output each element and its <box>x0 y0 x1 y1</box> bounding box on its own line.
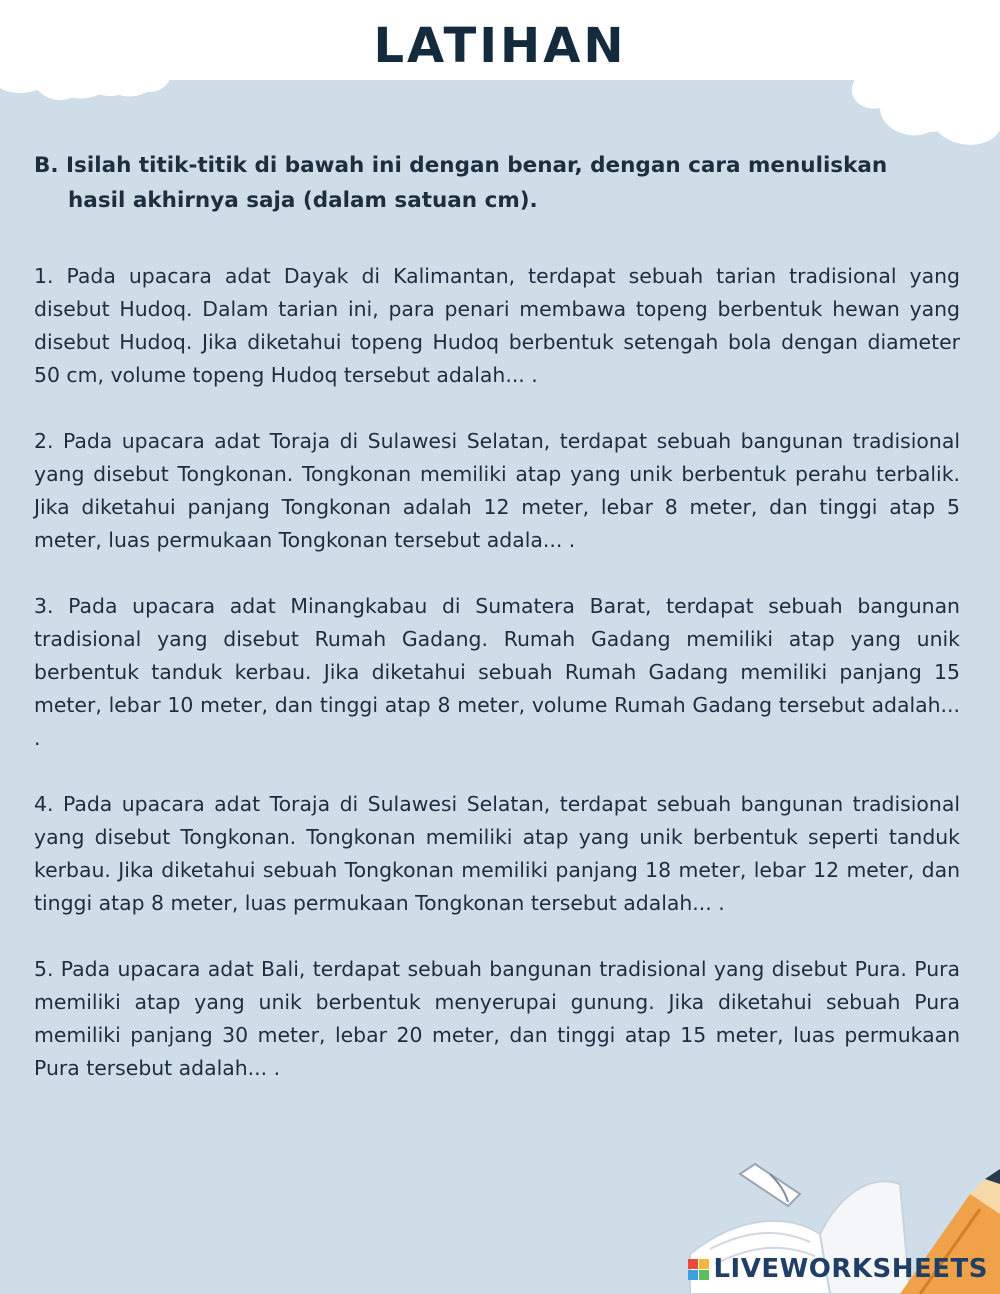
question-list <box>34 260 960 1118</box>
instruction-line-2: hasil akhirnya saja (dalam satuan cm). <box>68 188 538 213</box>
liveworksheets-watermark <box>688 1254 988 1284</box>
instruction <box>34 148 934 218</box>
question-2: 2. Pada upacara adat Toraja di Sulawesi Selatan, terdapat sebuah bangunan tradisional yang disebut Tongkonan. Tongkonan memiliki atap yang unik berbentuk perahu terbalik. Jika diketahui panjang Tongkonan adalah 12 meter, lebar 8 meter, dan tinggi atap 5 meter, luas permukaan Tongkonan tersebut adala... . <box>34 429 960 552</box>
question-4: 4. Pada upacara adat Toraja di Sulawesi Selatan, terdapat sebuah bangunan tradisional yang disebut Tongkonan. Tongkonan memiliki atap yang unik berbentuk seperti tanduk kerbau. Jika diketahui sebuah Tongkonan memiliki panjang 18 meter, lebar 12 meter, dan tinggi atap 8 meter, luas permukaan Tongkonan tersebut adalah... . <box>34 792 960 915</box>
question-5: 5. Pada upacara adat Bali, terdapat sebuah bangunan tradisional yang disebut Pura. Pura memiliki atap yang unik berbentuk menyerupai gunung. Jika diketahui sebuah Pura memiliki panjang 30 meter, lebar 20 meter, dan tinggi atap 15 meter, luas permukaan Pura tersebut adalah... . <box>34 957 960 1080</box>
instruction-line-1: B. Isilah titik-titik di bawah ini dengan benar, dengan cara menuliskan <box>34 153 888 178</box>
page-title: LATIHAN <box>373 18 627 74</box>
question-1: 1. Pada upacara adat Dayak di Kalimantan, terdapat sebuah tarian tradisional yang disebut Hudoq. Dalam tarian ini, para penari membawa topeng berbentuk hewan yang disebut Hudoq. Jika diketahui topeng Hudoq berbentuk setengah bola dengan diameter 50 cm, volume topeng Hudoq tersebut adalah... . <box>34 264 960 387</box>
question-3: 3. Pada upacara adat Minangkabau di Sumatera Barat, terdapat sebuah bangunan tradisional yang disebut Rumah Gadang. Rumah Gadang memiliki atap yang unik berbentuk tanduk kerbau. Jika diketahui sebuah Rumah Gadang memiliki panjang 15 meter, lebar 10 meter, dan tinggi atap 8 meter, volume Rumah Gadang tersebut adalah... . <box>34 594 960 750</box>
watermark-text: LIVEWORKSHEETS <box>713 1254 988 1284</box>
liveworksheets-logo-icon <box>688 1259 709 1280</box>
